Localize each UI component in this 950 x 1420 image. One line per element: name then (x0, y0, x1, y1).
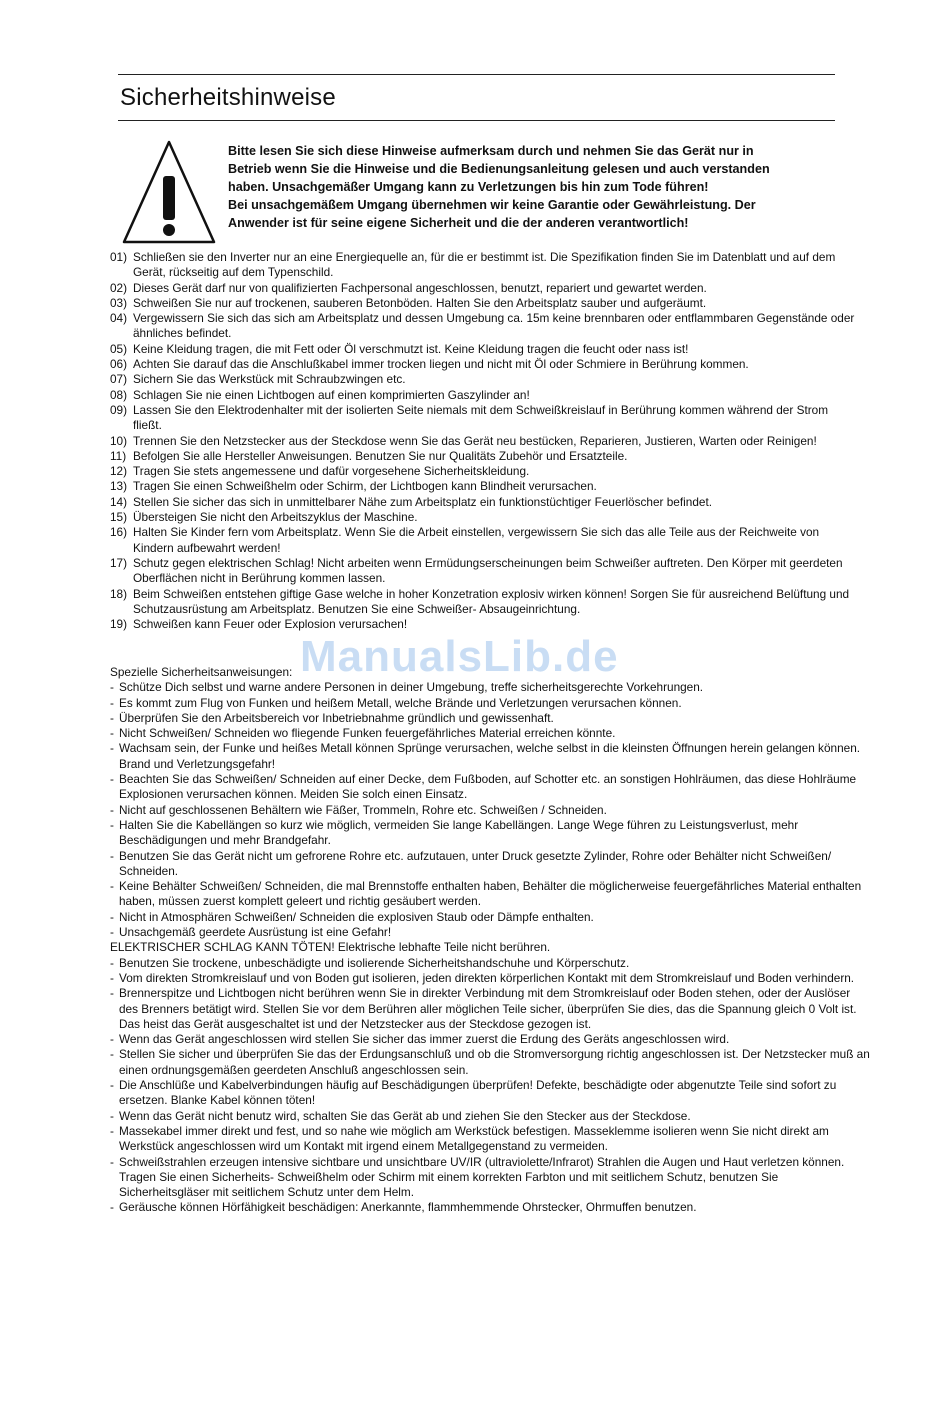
item-text: Übersteigen Sie nicht den Arbeitszyklus der Maschine. (133, 510, 418, 525)
item-number: 05) (110, 341, 128, 356)
item-number: 09) (110, 402, 128, 417)
bullet-item: - Überprüfen Sie den Arbeitsbereich vor Inbetriebnahme gründlich und gewissenhaft. (110, 711, 870, 726)
item-number: 06) (110, 357, 128, 372)
item-text: Schutz gegen elektrischen Schlag! Nicht arbeiten wenn Ermüdungserscheinungen beim Schweißer auftreten. Den Körper mit geerdeten Oberflächen nicht in Berührung kommen lassen. (133, 555, 843, 586)
bullet-item: - Unsachgemäß geerdete Ausrüstung ist eine Gefahr! (110, 925, 870, 940)
item-text: Halten Sie Kinder fern vom Arbeitsplatz. Wenn Sie die Arbeit einstellen, vergewissern Sie sich das alle Teile aus der Reichweite von Kindern aufbewahrt werden! (133, 525, 820, 555)
list-item (110, 372, 860, 387)
item-number: 13) (110, 479, 128, 494)
list-item (110, 357, 860, 372)
bullet-text: Überprüfen Sie den Arbeitsbereich vor Inbetriebnahme gründlich und gewissenhaft. (119, 710, 554, 725)
list-item (110, 311, 860, 342)
item-number: 12) (110, 464, 128, 479)
item-text: Sichern Sie das Werkstück mit Schraubzwingen etc. (133, 372, 406, 387)
item-number: 18) (110, 586, 128, 601)
bullet-text: Beachten Sie das Schweißen/ Schneiden auf einer Decke, dem Fußboden, auf Schotter etc. an sonstigen Hohlräumen, das diese Hohlräume Explosionen verursachen können. Meiden Sie solch einen Einsatz. (119, 772, 857, 802)
list-item (110, 617, 860, 632)
item-number: 15) (110, 510, 128, 525)
warning-line: haben. Unsachgemäßer Umgang kann zu Verletzungen bis hin zum Tode führen! (228, 180, 709, 194)
item-text: Achten Sie darauf das die Anschlußkabel immer trocken liegen und nicht mit Öl oder Schmiere in Berührung kommen. (133, 357, 749, 372)
warning-line: Anwender ist für seine eigene Sicherheit und die der anderen verantwortlich! (228, 216, 689, 230)
bullet-item: - Geräusche können Hörfähigkeit beschädigen: Anerkannte, flammhemmende Ohrstecker, Ohrmuffen benutzen. (110, 1200, 870, 1215)
bullet-text: Es kommt zum Flug von Funken und heißem Metall, welche Brände und Verletzungen verursachen können. (119, 695, 682, 710)
bullet-text: Nicht auf geschlossenen Behältern wie Fäßer, Trommeln, Rohre etc. Schweißen / Schneiden. (119, 802, 607, 817)
item-number: 19) (110, 617, 128, 632)
list-item (110, 403, 860, 434)
list-item (110, 479, 860, 494)
list-item (110, 510, 860, 525)
list-item (110, 495, 860, 510)
item-number: 14) (110, 494, 128, 509)
bullet-item: - Benutzen Sie das Gerät nicht um gefrorene Rohre etc. aufzutauen, unter Druck gesetzte Zylinder, Rohre oder Behälter nicht Schweißen/ Schneiden. (110, 849, 870, 880)
bullet-item: - Vom direkten Stromkreislauf und von Boden gut isolieren, jeden direkten körperlichen Kontakt mit dem Stromkreislauf und Boden verhindern. (110, 971, 870, 986)
bullet-text: Wachsam sein, der Funke und heißes Metall können Sprünge verursachen, welche selbst in die kleinsten Öffnungen herein gelangen können. Brand und Verletzungsgefahr! (119, 741, 861, 771)
item-text: Schweißen Sie nur auf trockenen, sauberen Betonböden. Halten Sie den Arbeitsplatz sauber und aufgeräumt. (133, 295, 707, 310)
bullet-item: - Stellen Sie sicher und überprüfen Sie das der Erdungsanschluß und ob die Stromversorgung richtig angeschlossen ist. Der Netzstecker muß an einen ordnungsgemäßen geerdeten Anschluß angeschlossen sein. (110, 1047, 870, 1077)
item-number: 10) (110, 433, 128, 448)
bullet-item: - Nicht Schweißen/ Schneiden wo fliegende Funken feuergefährliches Material erreichen könnte. (110, 726, 870, 741)
bullet-text: Keine Behälter Schweißen/ Schneiden, die mal Brennstoffe enthalten haben, Behälter die möglicherweise feuergefährliches Material enthalten haben, müssen zuerst komplett geleert und richtig gesäubert werden. (119, 879, 862, 909)
item-text: Stellen Sie sicher das sich in unmittelbarer Nähe zum Arbeitsplatz ein funktionstüchtiger Feuerlöscher befindet. (133, 494, 713, 509)
bullet-item: - Es kommt zum Flug von Funken und heißem Metall, welche Brände und Verletzungen verursachen können. (110, 696, 870, 711)
bullet-text: Nicht in Atmosphären Schweißen/ Schneiden die explosiven Staub oder Dämpfe enthalten. (119, 909, 594, 924)
list-item (110, 556, 860, 587)
bullet-item: - Benutzen Sie trockene, unbeschädigte und isolierende Sicherheitshandschuhe und Körperschutz. (110, 956, 870, 971)
section-heading: Spezielle Sicherheitsanweisungen: (110, 665, 293, 679)
warning-line: Betrieb wenn Sie die Hinweise und die Bedienungsanleitung gelesen und auch verstanden (228, 162, 770, 176)
numbered-safety-list (110, 250, 860, 632)
special-instructions (110, 665, 870, 1216)
item-text: Tragen Sie stets angemessene und dafür vorgesehene Sicherheitskleidung. (133, 464, 530, 479)
bullet-item: - Brennerspitze und Lichtbogen nicht berühren wenn Sie in direkter Verbindung mit dem Stromkreislauf oder Boden stehen, oder der Auslöser des Brenners betätigt wird. Stellen Sie vor dem Berühren aller möglichen Teile sicher, überprüfen Sie dies, das die Spannung gleich 0 Volt ist. Das heist das Gerät ausgeschaltet ist und der Netzstecker aus der Steckdose gezogen ist. (110, 986, 870, 1032)
bullet-text: Stellen Sie sicher und überprüfen Sie das der Erdungsanschluß und ob die Stromversorgung richtig angeschlossen ist. Der Netzstecker muß an einen ordnungsgemäßen geerdeten Anschluß angeschlossen sein. (119, 1047, 870, 1077)
page-title: Sicherheitshinweise (120, 84, 336, 111)
item-number: 17) (110, 555, 128, 570)
item-number: 07) (110, 372, 128, 387)
list-item (110, 464, 860, 479)
bullet-item: - Wachsam sein, der Funke und heißes Metall können Sprünge verursachen, welche selbst in die kleinsten Öffnungen herein gelangen können. Brand und Verletzungsgefahr! (110, 741, 870, 772)
electric-shock-warning: ELEKTRISCHER SCHLAG KANN TÖTEN! Elektrische lebhafte Teile nicht berühren. (110, 940, 551, 955)
list-item (110, 587, 860, 618)
list-item (110, 449, 860, 464)
bullet-item: - Die Anschlüße und Kabelverbindungen häufig auf Beschädigungen überprüfen! Defekte, beschädigte oder abgenutzte Teile sind sofort zu ersetzen. Blanke Kabel können töten! (110, 1078, 870, 1109)
warning-text-block (228, 142, 848, 232)
bullet-text: Schütze Dich selbst und warne andere Personen in deiner Umgebung, treffe sicherheitsgerechte Vorkehrungen. (119, 680, 704, 695)
bullet-item: - Nicht auf geschlossenen Behältern wie Fäßer, Trommeln, Rohre etc. Schweißen / Schneiden. (110, 803, 870, 818)
item-number: 01) (110, 250, 128, 264)
item-text: Beim Schweißen entstehen giftige Gase welche in hoher Konzetration explosiv wirken können! Sorgen Sie für ausreichend Belüftung und Schutzausrüstung am Arbeitsplatz. Benutzen Sie eine Schweißer- Absaugeinrichtung. (133, 586, 850, 616)
item-number: 08) (110, 387, 128, 402)
bullet-text: Unsachgemäß geerdete Ausrüstung ist eine Gefahr! (119, 925, 392, 940)
item-number: 04) (110, 311, 128, 326)
bullet-text: Benutzen Sie das Gerät nicht um gefrorene Rohre etc. aufzutauen, unter Druck gesetzte Zylinder, Rohre oder Behälter nicht Schweißen/ Schneiden. (119, 848, 832, 878)
item-text: Schlagen Sie nie einen Lichtbogen auf einen komprimierten Gaszylinder an! (133, 387, 530, 402)
bullet-text: Schweißstrahlen erzeugen intensive sichtbare und unsichtbare UV/IR (ultraviolette/Infrarot) Strahlen die Augen und Haut verletzen können. Tragen Sie einen Sicherheits- Schweißhelm oder Schirm mit einem korrekten Farbton und mit seitlichem Schutz, benutzen Sie Sicherheitsgläser mit seitlichem Schutz unter dem Helm. (119, 1154, 845, 1200)
item-text: Schweißen kann Feuer oder Explosion verursachen! (133, 617, 408, 632)
list-item (110, 342, 860, 357)
item-number: 16) (110, 525, 128, 540)
item-number: 11) (110, 448, 127, 463)
bullet-item: - Nicht in Atmosphären Schweißen/ Schneiden die explosiven Staub oder Dämpfe enthalten. (110, 910, 870, 925)
bullet-text: Halten Sie die Kabellängen so kurz wie möglich, vermeiden Sie lange Kabellängen. Lange Wege führen zu Leistungsverlust, mehr Beschädigungen und mehr Brandgefahr. (119, 817, 799, 848)
list-item (110, 388, 860, 403)
item-text: Schließen sie den Inverter nur an eine Energiequelle an, für die er bestimmt ist. Die Spezifikation finden Sie im Datenblatt und auf dem Gerät, rückseitig auf dem Typenschild. (133, 250, 836, 280)
list-item (110, 434, 860, 449)
bullet-text: Wenn das Gerät angeschlossen wird stellen Sie sicher das immer zuerst die Erdung des Geräts angeschlossen wird. (119, 1032, 730, 1047)
item-number: 03) (110, 295, 128, 310)
top-rule (118, 74, 835, 75)
bullet-text: Brennerspitze und Lichtbogen nicht berühren wenn Sie in direkter Verbindung mit dem Stromkreislauf oder Boden stehen, oder der Auslöser des Brenners betätigt wird. Stellen Sie vor dem Berühren aller möglichen Teile sicher, überprüfen Sie dies, das die Spannung gleich 0 Volt ist. Das heist das Gerät ausgeschaltet ist und der Netzstecker aus der Steckdose gezogen ist. (119, 986, 857, 1031)
list-item (110, 525, 860, 556)
item-text: Befolgen Sie alle Hersteller Anweisungen. Benutzen Sie nur Qualitäts Zubehör und Ersatzteile. (133, 448, 628, 463)
item-number: 02) (110, 280, 128, 295)
title-underline (118, 120, 835, 121)
warning-triangle-icon (120, 138, 218, 246)
bullet-item: - Schütze Dich selbst und warne andere Personen in deiner Umgebung, treffe sicherheitsgerechte Vorkehrungen. (110, 680, 870, 695)
bullet-text: Vom direkten Stromkreislauf und von Boden gut isolieren, jeden direkten körperlichen Kontakt mit dem Stromkreislauf und Boden verhindern. (119, 970, 855, 985)
bullet-text: Massekabel immer direkt und fest, und so nahe wie möglich am Werkstück befestigen. Masseklemme isolieren wenn Sie nicht direkt am Werkstück angeschlossen wird um Kontakt mit irgend einem Metallgegenstand zu vermeiden. (119, 1123, 829, 1154)
bullet-text: Benutzen Sie trockene, unbeschädigte und isolierende Sicherheitshandschuhe und Körperschutz. (119, 955, 630, 970)
bullet-text: Die Anschlüße und Kabelverbindungen häufig auf Beschädigungen überprüfen! Defekte, beschädigte oder abgenutzte Teile sind sofort zu ersetzen. Blanke Kabel können töten! (119, 1078, 837, 1108)
bullet-item: - Wenn das Gerät angeschlossen wird stellen Sie sicher das immer zuerst die Erdung des Geräts angeschlossen wird. (110, 1032, 870, 1047)
item-text: Trennen Sie den Netzstecker aus der Steckdose wenn Sie das Gerät neu bestücken, Reparieren, Justieren, Warten oder Reinigen! (133, 433, 817, 448)
item-text: Vergewissern Sie sich das sich am Arbeitsplatz und dessen Umgebung ca. 15m keine brennbaren oder entflammbaren Gegenstände oder ähnliches befindet. (133, 311, 855, 341)
bullet-item: - Beachten Sie das Schweißen/ Schneiden auf einer Decke, dem Fußboden, auf Schotter etc. an sonstigen Hohlräumen, das diese Hohlräume Explosionen verursachen können. Meiden Sie solch einen Einsatz. (110, 772, 870, 803)
bullet-item: - Halten Sie die Kabellängen so kurz wie möglich, vermeiden Sie lange Kabellängen. Lange Wege führen zu Leistungsverlust, mehr Beschädigungen und mehr Brandgefahr. (110, 818, 870, 849)
item-text: Keine Kleidung tragen, die mit Fett oder Öl verschmutzt ist. Keine Kleidung tragen die feucht oder nass ist! (133, 341, 689, 356)
item-text: Dieses Gerät darf nur von qualifizierten Fachpersonal angeschlossen, benutzt, repariert und gewartet werden. (133, 280, 707, 295)
bullet-text: Wenn das Gerät nicht benutz wird, schalten Sie das Gerät ab und ziehen Sie den Stecker aus der Steckdose. (119, 1108, 691, 1123)
list-item (110, 281, 860, 296)
bullet-text: Geräusche können Hörfähigkeit beschädigen: Anerkannte, flammhemmende Ohrstecker, Ohrmuffen benutzen. (119, 1200, 697, 1215)
bullet-item: - Wenn das Gerät nicht benutz wird, schalten Sie das Gerät ab und ziehen Sie den Stecker aus der Steckdose. (110, 1109, 870, 1124)
warning-line: Bitte lesen Sie sich diese Hinweise aufmerksam durch und nehmen Sie das Gerät nur in (228, 144, 754, 158)
bullet-item: - Massekabel immer direkt und fest, und so nahe wie möglich am Werkstück befestigen. Masseklemme isolieren wenn Sie nicht direkt am Werkstück angeschlossen wird um Kontakt mit irgend einem Metallgegenstand zu vermeiden. (110, 1124, 870, 1155)
warning-line: Bei unsachgemäßem Umgang übernehmen wir keine Garantie oder Gewährleistung. Der (228, 198, 756, 212)
item-text: Tragen Sie einen Schweißhelm oder Schirm, der Lichtbogen kann Blindheit verursachen. (133, 479, 597, 494)
watermark: ManualsLib.de (300, 632, 619, 681)
bullet-item: - Schweißstrahlen erzeugen intensive sichtbare und unsichtbare UV/IR (ultraviolette/Infrarot) Strahlen die Augen und Haut verletzen können. Tragen Sie einen Sicherheits- Schweißhelm oder Schirm mit einem korrekten Farbton und mit seitlichem Schutz, benutzen Sie Sicherheitsgläser mit seitlichem Schutz unter dem Helm. (110, 1155, 870, 1201)
list-item (110, 296, 860, 311)
item-text: Lassen Sie den Elektrodenhalter mit der isolierten Seite niemals mit dem Schweißkreislauf in Berührung kommen während der Strom fließt. (133, 402, 829, 433)
bullet-text: Nicht Schweißen/ Schneiden wo fliegende Funken feuergefährliches Material erreichen könnte. (119, 726, 616, 741)
list-item (110, 250, 860, 281)
bullet-item: - Keine Behälter Schweißen/ Schneiden, die mal Brennstoffe enthalten haben, Behälter die möglicherweise feuergefährliches Material enthalten haben, müssen zuerst komplett geleert und richtig gesäubert werden. (110, 879, 870, 910)
